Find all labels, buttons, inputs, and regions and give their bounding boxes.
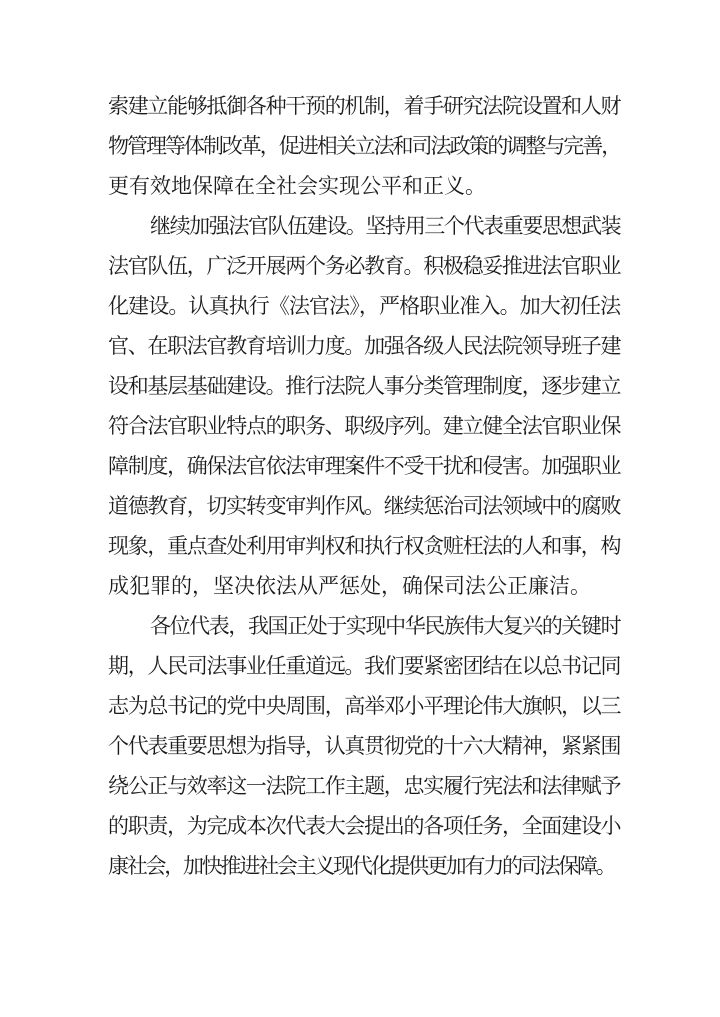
text-line: 索建立能够抵御各种干预的机制，着手研究法院设置和人财 [108, 94, 620, 118]
text-line: 化建设。认真执行《法官法》，严格职业准入。加大初任法 [108, 294, 620, 318]
text-line: 志为总书记的党中央周围，高举邓小平理论伟大旗帜，以三 [108, 694, 620, 718]
paragraph-3 [108, 606, 620, 886]
text-line: 成犯罪的，坚决依法从严惩处，确保司法公正廉洁。 [108, 574, 591, 598]
text-line: 各位代表，我国正处于实现中华民族伟大复兴的关键时 [150, 614, 620, 638]
text-line: 符合法官职业特点的职务、职级序列。建立健全法官职业保 [108, 414, 620, 438]
paragraph-2 [108, 206, 620, 606]
text-line: 更有效地保障在全社会实现公平和正义。 [108, 174, 486, 198]
text-line: 物管理等体制改革，促进相关立法和司法政策的调整与完善， [108, 134, 620, 158]
text-line: 官、在职法官教育培训力度。加强各级人民法院领导班子建 [108, 334, 620, 358]
text-line: 的职责，为完成本次代表大会提出的各项任务，全面建设小 [108, 814, 620, 838]
text-line: 法官队伍，广泛开展两个务必教育。积极稳妥推进法官职业 [108, 254, 620, 278]
text-line: 绕公正与效率这一法院工作主题，忠实履行宪法和法律赋予 [108, 774, 620, 798]
body-text [108, 86, 620, 886]
text-line: 现象，重点查处利用审判权和执行权贪赃枉法的人和事，构 [108, 534, 620, 558]
text-line: 障制度，确保法官依法审理案件不受干扰和侵害。加强职业 [108, 454, 620, 478]
text-line: 期，人民司法事业任重道远。我们要紧密团结在以总书记同 [108, 654, 620, 678]
text-line: 继续加强法官队伍建设。坚持用三个代表重要思想武装 [150, 214, 620, 238]
text-line: 道德教育，切实转变审判作风。继续惩治司法领域中的腐败 [108, 494, 620, 518]
text-line: 康社会，加快推进社会主义现代化提供更加有力的司法保障。 [108, 854, 615, 878]
text-line: 设和基层基础建设。推行法院人事分类管理制度，逐步建立 [108, 374, 620, 398]
paragraph-1 [108, 86, 620, 206]
text-line: 个代表重要思想为指导，认真贯彻党的十六大精神，紧紧围 [108, 734, 620, 758]
